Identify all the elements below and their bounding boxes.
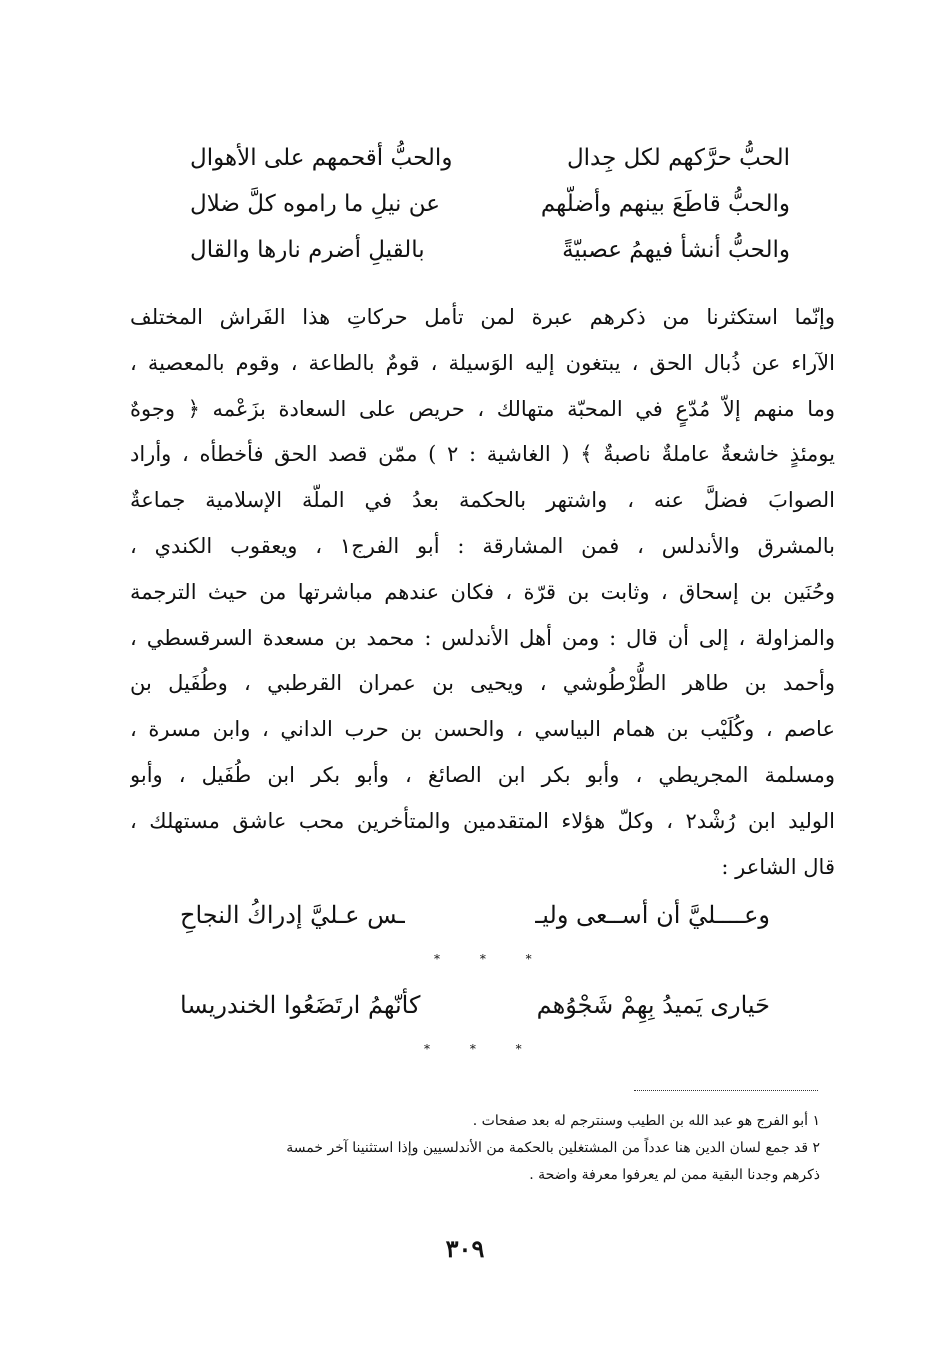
prose-line: وما منهم إلاّ مُدّعٍ في المحبّة متهالك ، حريص على السعادة بزَعْمه ﴿ وجوهٌ xyxy=(130,396,835,421)
poem-hemistich-first: الحبُّ حرَّكهم لكل جِدال xyxy=(566,145,790,171)
prose-line: قال الشاعر : xyxy=(721,854,835,879)
verse-separator-stars: * * * xyxy=(434,952,550,966)
prose-line: الصوابَ فضلَّ عنه ، واشتهر بالحكمة بعدُ في الملّة الإسلامية جماعةٌ xyxy=(130,488,835,513)
verse-hemistich-first: حَيارى يَميدُ بِهِمْ شَجْوُهم xyxy=(536,991,770,1019)
footnotes xyxy=(120,1108,820,1189)
prose-line: عاصم ، وكُلَيْب بن همام البياسي ، والحسن بن حرب الداني ، وابن مسرة ، xyxy=(130,717,835,742)
footnote: ١ أبو الفرج هو عبد الله بن الطيب وسنترجم له بعد صفحات . xyxy=(472,1113,820,1129)
verse-hemistich-second: ـس عـليَّ إدراكُ النجاحِ xyxy=(180,901,405,929)
prose-line: الوليد ابن رُشْد٢ ، وكلّ هؤلاء المتقدمين والمتأخرين محب عاشق مستهلك ، xyxy=(130,808,835,833)
footnote-separator xyxy=(634,1090,818,1091)
poem-hemistich-second: عن نيلِ ما راموه كلَّ ضلال xyxy=(190,191,440,217)
prose-line: يومئذٍ خاشعةٌ عاملةٌ ناصبةٌ ﴾ ( الغاشية : ٢ ) ممّن قصد الحق فأخطأه ، وأراد xyxy=(130,442,835,467)
poem-hemistich-second: بالقيلِ أضرم نارها والقال xyxy=(190,237,425,263)
verse-hemistich-first: وعــــليَّ أن أســعى وليـ xyxy=(535,901,770,929)
poem-line xyxy=(190,230,790,276)
poem-line xyxy=(190,184,790,230)
poem-hemistich-first: والحبُّ قاطَعَ بينهم وأضلّهم xyxy=(540,191,790,217)
verse-hemistich-second: كأنّهمُ ارتَضَعُوا الخندريسا xyxy=(180,991,421,1019)
verse-two xyxy=(180,985,770,1025)
poem-line xyxy=(190,138,790,184)
prose-line: ومسلمة المجريطي ، وأبو بكر ابن الصائغ ، وأبو بكر ابن طُفَيل ، وأبو xyxy=(130,762,835,787)
prose-line: بالمشرق والأندلس ، فمن المشارقة : أبو الفرج١ ، ويعقوب الكندي ، xyxy=(130,533,835,558)
poem-hemistich-second: والحبُّ أقحمهم على الأهوال xyxy=(190,145,453,171)
prose-line: والمزاولة ، إلى أن قال : ومن أهل الأندلس : محمد بن مسعدة السرقسطي ، xyxy=(130,625,835,650)
footnote-continuation: ذكرهم وجدنا البقية ممن لم يعرفوا معرفة واضحة . xyxy=(529,1167,820,1183)
prose-line: الآراء عن ذُبال الحق ، يبتغون إليه الوَسيلة ، قومٌ بالطاعة ، وقوم بالمعصية ، xyxy=(130,350,835,375)
verse-one xyxy=(180,895,770,935)
prose-line: وإنّما استكثرنا من ذكرهم عبرة لمن تأمل حركاتِ هذا الفَراش المختلف xyxy=(130,305,835,329)
page-number: ٣٠٩ xyxy=(445,1234,485,1263)
prose-line: وحُنَين بن إسحاق ، وثابت بن قرّة ، فكان عندهم مباشرتها من حيث الترجمة xyxy=(130,579,835,604)
prose-paragraph xyxy=(130,296,835,891)
poem-hemistich-first: والحبُّ أنشأ فيهمُ عصبيّةً xyxy=(562,237,790,263)
footnote: ٢ قد جمع لسان الدين هنا عدداً من المشتغلين بالحكمة من الأندلسيين وإذا استثنينا آخر خمسة xyxy=(286,1140,820,1156)
verse-separator-stars: * * * xyxy=(424,1042,540,1056)
poem-block xyxy=(190,138,790,276)
prose-line: وأحمد بن طاهر الطُّرْطُوشي ، ويحيى بن عمران القرطبي ، وطُفَيل بن xyxy=(130,671,835,696)
